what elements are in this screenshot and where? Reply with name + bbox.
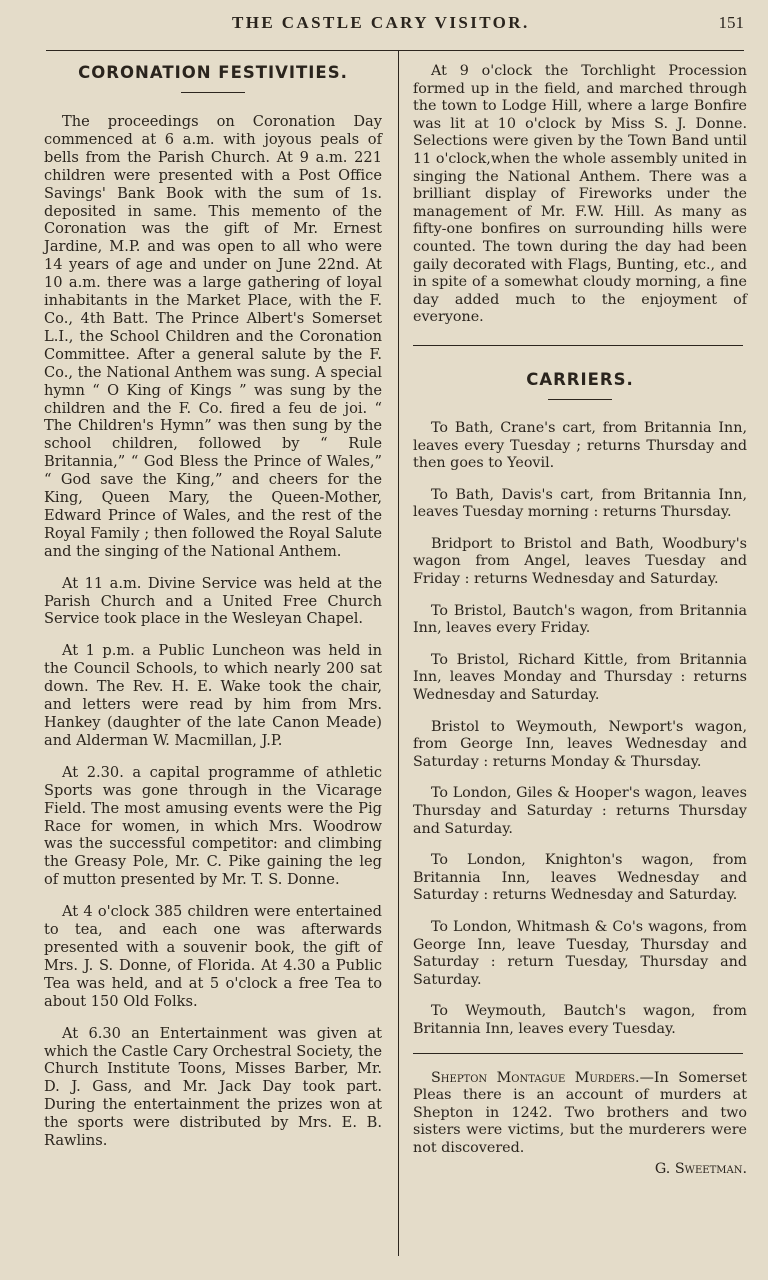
note-lead: Shepton Montague Murders. xyxy=(431,1069,640,1086)
carriers-title: CARRIERS. xyxy=(526,369,634,389)
coronation-paragraph: At 2.30. a capital programme of athletic Sports was gone through in the Vicarage Field. The most amusing events were the Pig Race for women, in which Mrs. Woodrow was the successful competitor: and climbing the Greasy Pole, Mr. C. Pike gaining the leg of mutton presented by Mr. T. S. Donne. xyxy=(44,763,382,889)
carrier-entry: To Weymouth, Bautch's wagon, from Britannia Inn, leaves every Tuesday. xyxy=(413,1003,747,1037)
coronation-paragraph: At 11 a.m. Divine Service was held at the Parish Church and a United Free Church Service took place in the Wesleyan Chapel. xyxy=(44,574,382,628)
title-rule xyxy=(181,92,245,93)
note-signature: G. Sweetman. xyxy=(654,1160,747,1177)
carrier-entry: To London, Whitmash & Co's wagons, from George Inn, leave Tuesday, Thursday and Saturday : return Tuesday, Thursday and Saturday. xyxy=(413,918,747,988)
carrier-entry: Bridport to Bristol and Bath, Woodbury's wagon from Angel, leaves Tuesday and Friday : returns Wednesday and Saturday. xyxy=(413,535,747,588)
carrier-entry: To Bath, Davis's cart, from Britannia Inn, leaves Tuesday morning : returns Thursday. xyxy=(413,486,747,521)
section-rule xyxy=(413,345,743,346)
column-divider xyxy=(398,51,399,1256)
left-column xyxy=(44,63,382,1150)
title-rule xyxy=(548,399,612,400)
right-column xyxy=(413,63,747,1178)
carrier-entry: To London, Giles & Hooper's wagon, leaves Thursday and Saturday : returns Thursday and Saturday. xyxy=(413,785,747,837)
coronation-continuation: At 9 o'clock the Torchlight Procession formed up in the field, and marched through the town to Lodge Hill, where a large Bonfire was lit at 10 o'clock by Miss S. J. Donne. Selections were given by the Town Band until 11 o'clock,when the whole assembly united in singing the National Anthem. There was a brilliant display of Fireworks under the management of Mr. F.W. Hill. As many as fifty-one bonfires on surrounding hills were counted. The town during the day had been gaily decorated with Flags, Bunting, etc., and in spite of a somewhat cloudy morning, a fine day added much to the enjoyment of everyone. xyxy=(413,63,747,326)
section-rule xyxy=(413,1053,743,1054)
murders-note xyxy=(413,1070,747,1158)
coronation-paragraph: At 1 p.m. a Public Luncheon was held in the Council Schools, to which nearly 200 sat down. The Rev. H. E. Wake took the chair, and letters were read by him from Mrs. Hankey (daughter of the late Canon Meade) and Alderman W. Macmillan, J.P. xyxy=(44,642,382,749)
carrier-entry: To London, Knighton's wagon, from Britannia Inn, leaves Wednesday and Saturday : returns Wednesday and Saturday. xyxy=(413,852,747,904)
carrier-entry: To Bristol, Bautch's wagon, from Britannia Inn, leaves every Friday. xyxy=(413,602,747,637)
header-rule xyxy=(46,50,744,51)
carrier-entry: Bristol to Weymouth, Newport's wagon, from George Inn, leaves Wednesday and Saturday : returns Monday & Thursday. xyxy=(413,718,747,770)
note-text: —In Somerset Pleas there is an account of murders at Shepton in 1242. Two brothers and two sisters were victims, but the murderers were not discovered. xyxy=(413,1069,747,1156)
page-number: 151 xyxy=(718,13,744,32)
publication-title: THE CASTLE CARY VISITOR. xyxy=(232,13,530,32)
page-header xyxy=(0,12,768,40)
coronation-paragraph: At 6.30 an Entertainment was given at which the Castle Cary Orchestral Society, the Church Institute Toons, Misses Barber, Mr. D. J. Gass, and Mr. Jack Day took part. During the entertainment the prizes won at the sports were distributed by Mrs. E. B. Rawlins. xyxy=(44,1024,382,1150)
coronation-title: CORONATION FESTIVITIES. xyxy=(78,63,348,82)
coronation-paragraph: The proceedings on Coronation Day commenced at 6 a.m. with joyous peals of bells from the Parish Church. At 9 a.m. 221 children were presented with a Post Office Savings' Bank Book with the sum of 1s. deposited in same. This memento of the Coronation was the gift of Mr. Ernest Jardine, M.P. and was open to all who were 14 years of age and under on June 22nd. At 10 a.m. there was a large gathering of loyal inhabitants in the Market Place, with the F. Co., 4th Batt. The Prince Albert's Somerset L.I., the School Children and the Coronation Committee. After a general salute by the F. Co., the National Anthem was sung. A special hymn “ O King of Kings ” was sung by the children and the F. Co. fired a feu de joi. “ The Children's Hymn” was then sung by the school children, followed by “ Rule Britannia,” “ God Bless the Prince of Wales,” “ God save the King,” and cheers for the King, Queen Mary, the Queen-Mother, Edward Prince of Wales, and the rest of the Royal Family ; then followed the Royal Salute and the singing of the National Anthem. xyxy=(44,113,382,560)
carrier-entry: To Bristol, Richard Kittle, from Britannia Inn, leaves Monday and Thursday : returns Wednesday and Saturday. xyxy=(413,651,747,704)
coronation-paragraph: At 4 o'clock 385 children were entertained to tea, and each one was afterwards presented with a souvenir book, the gift of Mrs. J. S. Donne, of Florida. At 4.30 a Public Tea was held, and at 5 o'clock a free Tea to about 150 Old Folks. xyxy=(44,903,382,1010)
carrier-entry: To Bath, Crane's cart, from Britannia Inn, leaves every Tuesday ; returns Thursday and then goes to Yeovil. xyxy=(413,419,747,472)
